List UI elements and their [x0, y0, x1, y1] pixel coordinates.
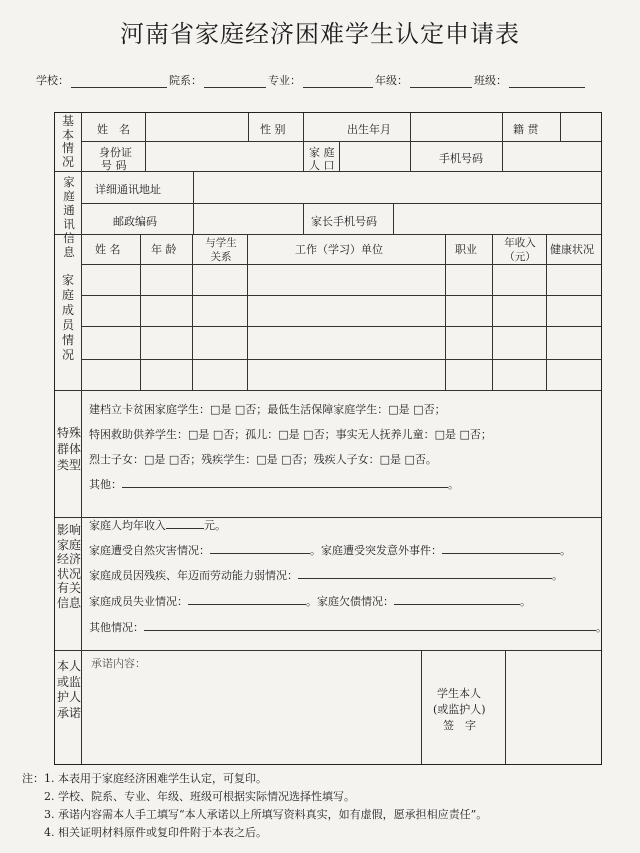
- col-relation: 与学生关系: [205, 237, 237, 263]
- economy-disaster: [89, 542, 571, 558]
- disability-label: 家庭成员因残疾、年迈而劳动能力弱情况：: [89, 569, 298, 582]
- signature-field[interactable]: [507, 653, 599, 761]
- class-blank[interactable]: [509, 75, 585, 88]
- economy-income: [89, 517, 226, 533]
- promise-content-label: 承诺内容：: [91, 657, 146, 670]
- special-other-blank[interactable]: [122, 476, 448, 488]
- disaster-blank[interactable]: [210, 542, 310, 554]
- major-blank[interactable]: [303, 75, 373, 88]
- income-label: 家庭人均年收入: [89, 519, 166, 532]
- note-1: 注：1. 本表用于家庭经济困难学生认定，可复印。: [22, 772, 267, 785]
- application-form-table: [54, 112, 607, 765]
- household-label-2: 人 口: [309, 159, 335, 172]
- period-4: 。: [596, 621, 607, 634]
- name-label: 姓 名: [97, 123, 130, 136]
- department-blank[interactable]: [204, 75, 266, 88]
- grade-label: 年级：: [375, 74, 408, 87]
- disability-blank[interactable]: [298, 567, 552, 579]
- parent-phone-label: 家长手机号码: [311, 215, 377, 228]
- debt-label: 。家庭欠债情况：: [306, 595, 394, 608]
- col-occupation: 职业: [455, 243, 477, 256]
- special-other-end: 。: [448, 478, 459, 491]
- accident-label: 。家庭遭受突发意外事件：: [310, 544, 442, 557]
- gender-label: 性 别: [260, 123, 286, 136]
- class-label: 班级：: [474, 74, 507, 87]
- col-age: 年 龄: [151, 243, 177, 256]
- special-other: [89, 476, 459, 492]
- contact-section-label: 家庭通讯信息: [63, 175, 75, 259]
- notes: [22, 770, 622, 842]
- sign-line-1: 学生本人: [437, 687, 481, 700]
- accident-blank[interactable]: [442, 542, 560, 554]
- period-3: 。: [520, 595, 531, 608]
- note-2: 2. 学校、院系、专业、年级、班级可根据实际情况选择性填写。: [44, 790, 355, 803]
- form-title: 河南省家庭经济困难学生认定申请表: [120, 20, 520, 48]
- basic-section-label: 基本情况: [61, 114, 74, 169]
- origin-label: 籍 贯: [513, 123, 539, 136]
- department-label: 院系：: [169, 74, 202, 87]
- id-label-1: 身份证: [99, 146, 132, 159]
- economy-other-blank[interactable]: [144, 619, 596, 631]
- special-other-label: 其他：: [89, 478, 122, 491]
- special-line-1: 建档立卡贫困家庭学生：□是 □否；最低生活保障家庭学生：□是 □否；: [89, 403, 446, 416]
- unemployed-blank[interactable]: [188, 593, 306, 605]
- postal-label: 邮政编码: [113, 215, 157, 228]
- economy-other-label: 其他情况：: [89, 621, 144, 634]
- income-unit: 元。: [204, 519, 226, 532]
- col-health: 健康状况: [550, 243, 594, 256]
- grade-blank[interactable]: [410, 75, 472, 88]
- major-label: 专业：: [268, 74, 301, 87]
- unemployed-label: 家庭成员失业情况：: [89, 595, 188, 608]
- household-label-1: 家 庭: [309, 146, 335, 159]
- economy-other: [89, 619, 607, 635]
- col-income: 年收入（元）: [504, 237, 536, 263]
- address-label: 详细通讯地址: [95, 183, 161, 196]
- income-blank[interactable]: [166, 517, 204, 529]
- birth-label: 出生年月: [347, 123, 391, 136]
- sign-line-2: (或监护人): [433, 703, 486, 716]
- period-2: 。: [552, 569, 563, 582]
- members-section-label: 家庭成员情况: [61, 273, 74, 362]
- special-line-3: 烈士子女：□是 □否；残疾学生：□是 □否；残疾人子女：□是 □否。: [89, 453, 437, 466]
- name-field[interactable]: [146, 114, 246, 140]
- promise-content-field[interactable]: [85, 671, 417, 761]
- promise-section-label: 本人或监护人承诺: [56, 659, 81, 720]
- period-1: 。: [560, 544, 571, 557]
- special-section-label: 特殊群体类型: [57, 426, 82, 472]
- economy-unemployed: [89, 593, 531, 609]
- school-label: 学校：: [36, 74, 69, 87]
- note-4: 4. 相关证明材料原件或复印件附于本表之后。: [44, 826, 267, 839]
- debt-blank[interactable]: [394, 593, 520, 605]
- sign-line-3: 签 字: [443, 719, 476, 732]
- col-name: 姓 名: [95, 243, 121, 256]
- col-workplace: 工作（学习）单位: [295, 243, 383, 256]
- economy-section-label: 影响家庭经济状况有关信息: [56, 523, 81, 610]
- phone-label: 手机号码: [439, 152, 483, 165]
- economy-disability: [89, 567, 563, 583]
- school-blank[interactable]: [71, 75, 167, 88]
- disaster-label: 家庭遭受自然灾害情况：: [89, 544, 210, 557]
- note-3: 3. 承诺内容需本人手工填写“本人承诺以上所填写资料真实，如有虚假，愿承担相应责任”。: [44, 808, 488, 821]
- meta-line: [36, 72, 616, 88]
- id-label-2: 号 码: [101, 159, 127, 172]
- special-line-2: 特困救助供养学生：□是 □否；孤儿：□是 □否；事实无人抚养儿童：□是 □否；: [89, 428, 492, 441]
